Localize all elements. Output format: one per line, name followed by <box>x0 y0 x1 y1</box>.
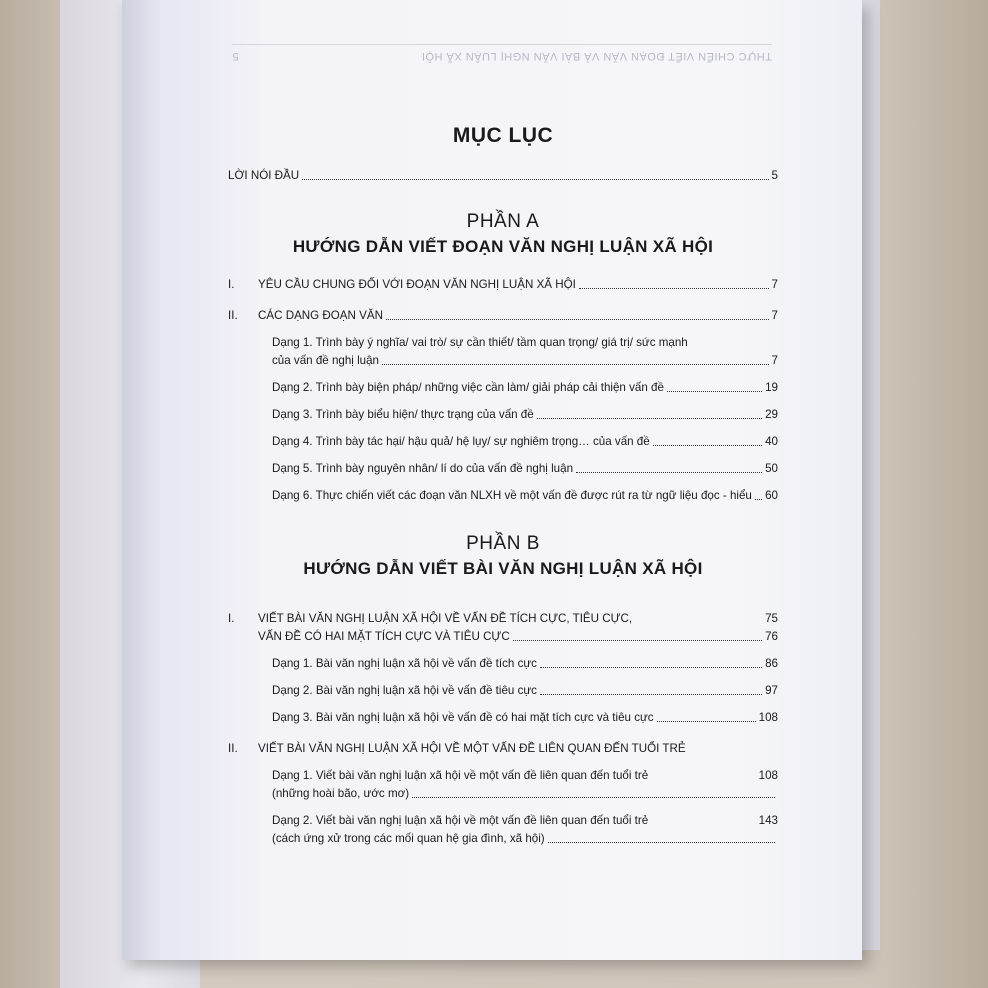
toc-entry-page: 5 <box>771 169 778 182</box>
roman-numeral: II. <box>228 742 238 755</box>
toc-entry-page: 40 <box>765 435 778 448</box>
toc-item-a-dang4 <box>228 434 778 449</box>
toc-section-label: YÊU CẦU CHUNG ĐỐI VỚI ĐOẠN VĂN NGHỊ LUẬN XÃ HỘI <box>258 278 576 291</box>
table-of-contents <box>228 100 778 846</box>
dot-leader <box>755 498 762 500</box>
toc-item-label: Dạng 2. Bài văn nghị luận xã hội về vấn đề tiêu cực <box>272 684 537 697</box>
toc-entry-page: 143 <box>758 814 778 827</box>
dot-leader <box>302 178 768 180</box>
roman-numeral: I. <box>228 612 235 625</box>
dot-leader <box>657 720 756 722</box>
toc-item-label: Dạng 2. Viết bài văn nghị luận xã hội về một vấn đề liên quan đến tuổi trẻ <box>272 814 649 827</box>
toc-section-label: VIẾT BÀI VĂN NGHỊ LUẬN XÃ HỘI VỀ VẤN ĐỀ TÍCH CỰC, TIÊU CỰC, <box>258 612 633 625</box>
dot-leader <box>412 796 775 798</box>
toc-entry-page: 29 <box>765 408 778 421</box>
part-a-heading: PHẦN A <box>466 211 540 232</box>
toc-item-label-cont: (những hoài bão, ước mơ) <box>272 787 410 800</box>
toc-entry-page: 7 <box>771 278 778 291</box>
dot-leader <box>540 693 762 695</box>
toc-item-label: Dạng 1. Bài văn nghị luận xã hội về vấn đề tích cực <box>272 657 537 670</box>
toc-entry-page: 7 <box>771 354 778 367</box>
toc-item-b2-dang2 <box>228 813 778 846</box>
dot-leader <box>576 471 762 473</box>
toc-item-label: Dạng 3. Trình bày biểu hiện/ thực trạng của vấn đề <box>272 408 534 421</box>
roman-numeral: II. <box>228 309 238 322</box>
toc-section-a1 <box>228 277 778 292</box>
toc-section-b1 <box>228 611 778 644</box>
toc-entry-preface <box>228 168 778 183</box>
toc-entry-page: 7 <box>771 309 778 322</box>
toc-item-label: Dạng 2. Trình bày biện pháp/ những việc cần làm/ giải pháp cải thiện vấn đề <box>272 381 664 394</box>
toc-item-b1-dang3 <box>228 710 778 725</box>
part-b-subtitle: HƯỚNG DẪN VIẾT BÀI VĂN NGHỊ LUẬN XÃ HỘI <box>303 559 703 578</box>
dot-leader <box>667 390 762 392</box>
part-a-subtitle: HƯỚNG DẪN VIẾT ĐOẠN VĂN NGHỊ LUẬN XÃ HỘI <box>292 237 714 256</box>
toc-item-label: Dạng 3. Bài văn nghị luận xã hội về vấn đề có hai mặt tích cực và tiêu cực <box>272 711 654 724</box>
toc-item-label: Dạng 6. Thực chiến viết các đoạn văn NLXH về một vấn đề được rút ra từ ngữ liệu đọc - hiểu <box>272 489 752 502</box>
dot-leader <box>537 417 762 419</box>
part-b-heading: PHẦN B <box>466 533 540 554</box>
toc-item-b1-dang1 <box>228 656 778 671</box>
dot-leader <box>540 666 762 668</box>
toc-section-label: CÁC DẠNG ĐOẠN VĂN <box>258 309 383 322</box>
toc-section-a2 <box>228 308 778 323</box>
toc-section-b2 <box>228 741 778 756</box>
toc-entry-page: 19 <box>765 381 778 394</box>
toc-section-label-cont: VẤN ĐỀ CÓ HAI MẶT TÍCH CỰC VÀ TIÊU CỰC <box>258 630 510 643</box>
toc-entry-page: 86 <box>765 657 778 670</box>
dot-leader <box>579 287 769 289</box>
running-head-title: THỰC CHIẾN VIẾT ĐOẠN VĂN VÀ BÀI VĂN NGHỊ LUẬN XÃ HỘI <box>421 50 772 62</box>
toc-section-label: VIẾT BÀI VĂN NGHỊ LUẬN XÃ HỘI VỀ MỘT VẤN ĐỀ LIÊN QUAN ĐẾN TUỔI TRẺ <box>258 742 686 755</box>
toc-item-label-cont: của vấn đề nghị luận <box>272 354 380 367</box>
toc-item-label-cont: (cách ứng xử trong các mối quan hệ gia đình, xã hội) <box>272 832 545 845</box>
toc-item-label: Dạng 1. Trình bày ý nghĩa/ vai trò/ sự cần thiết/ tầm quan trọng/ giá trị/ sức mạnh <box>272 336 688 349</box>
toc-title: MỤC LỤC <box>452 124 554 147</box>
dot-leader <box>513 639 762 641</box>
toc-item-a-dang6 <box>228 488 778 503</box>
toc-item-label: Dạng 5. Trình bày nguyên nhân/ lí do của vấn đề nghị luận <box>272 462 574 475</box>
toc-item-a-dang3 <box>228 407 778 422</box>
toc-entry-page: 50 <box>765 462 778 475</box>
toc-item-b1-dang2 <box>228 683 778 698</box>
toc-item-b2-dang1 <box>228 768 778 801</box>
toc-item-label: Dạng 4. Trình bày tác hại/ hậu quả/ hệ lụy/ sự nghiêm trọng… của vấn đề <box>272 435 650 448</box>
toc-entry-page: 108 <box>758 711 778 724</box>
dot-leader <box>653 444 762 446</box>
toc-entry-page: 76 <box>765 630 778 643</box>
dot-leader <box>382 363 769 365</box>
toc-entry-page: 108 <box>758 769 778 782</box>
running-head-page: 5 <box>232 50 239 62</box>
dot-leader <box>386 318 769 320</box>
toc-entry-page: 97 <box>765 684 778 697</box>
toc-entry-page: 60 <box>765 489 778 502</box>
toc-item-label: Dạng 1. Viết bài văn nghị luận xã hội về một vấn đề liên quan đến tuổi trẻ <box>272 769 649 782</box>
toc-entry-label: LỜI NÓI ĐẦU <box>228 169 300 182</box>
roman-numeral: I. <box>228 278 235 291</box>
toc-item-a-dang2 <box>228 380 778 395</box>
dot-leader <box>548 841 775 843</box>
toc-item-a-dang5 <box>228 461 778 476</box>
toc-entry-page: 75 <box>765 612 778 625</box>
toc-item-a-dang1 <box>228 335 778 368</box>
running-head <box>232 44 772 62</box>
